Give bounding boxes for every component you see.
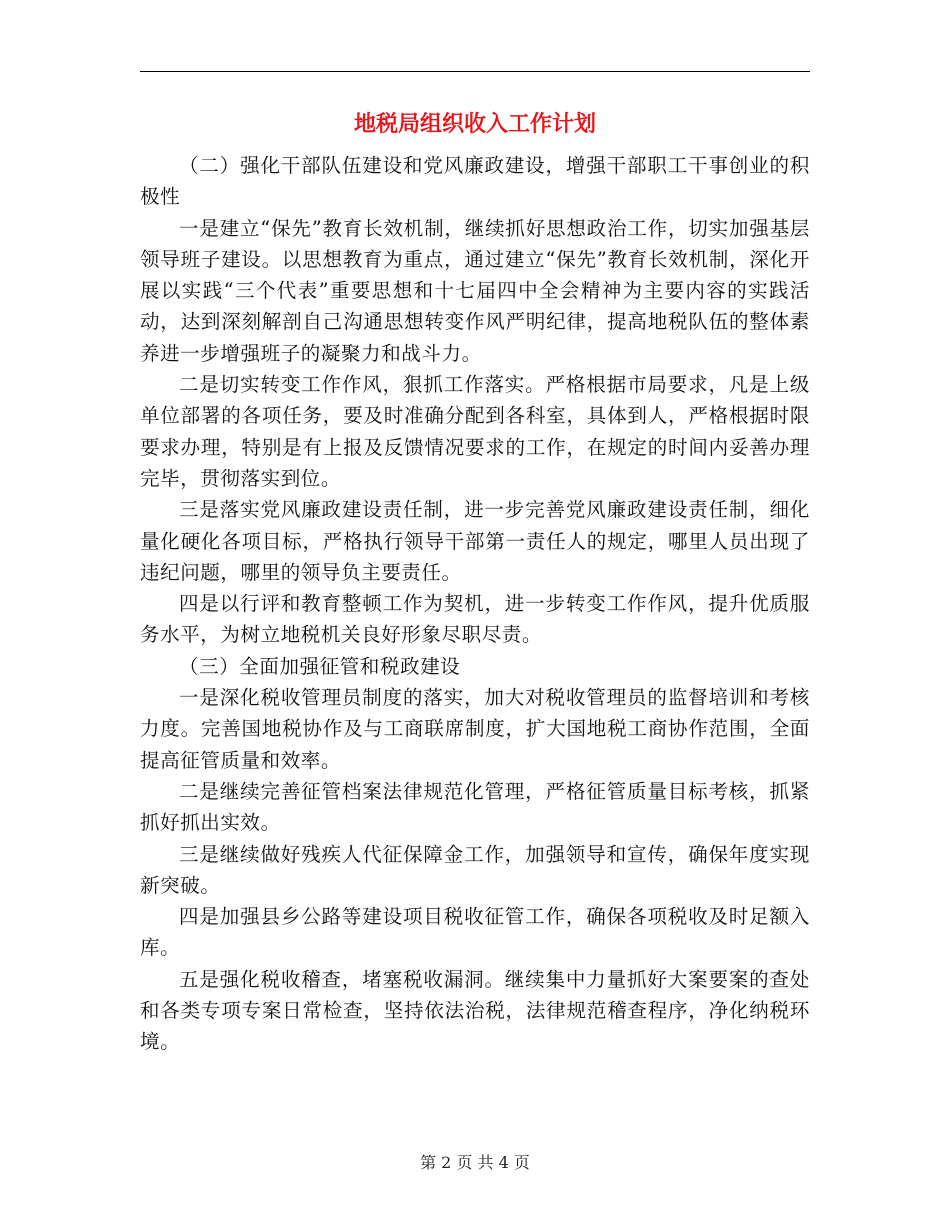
section-heading: （三）全面加强征管和税政建设 bbox=[179, 654, 461, 678]
paragraph: 五是强化税收稽查，堵塞税收漏洞。继续集中力量抓好大案要案的查处和各类专项专案日常检查，坚持依法治税，法律规范稽查程序，净化纳税环境。 bbox=[140, 967, 810, 1054]
header-rule bbox=[140, 71, 810, 72]
paragraph: 三是继续做好残疾人代征保障金工作，加强领导和宣传，确保年度实现新突破。 bbox=[140, 842, 810, 897]
section-heading: （二）强化干部队伍建设和党风廉政建设，增强干部职工干事创业的积极性 bbox=[140, 154, 810, 209]
paragraph: 一是深化税收管理员制度的落实，加大对税收管理员的监督培训和考核力度。完善国地税协作及与工商联席制度，扩大国地税工商协作范围，全面提高征管质量和效率。 bbox=[140, 686, 810, 772]
paragraph: 三是落实党风廉政建设责任制，进一步完善党风廉政建设责任制，细化量化硬化各项目标，严格执行领导干部第一责任人的规定，哪里人员出现了违纪问题，哪里的领导负主要责任。 bbox=[140, 498, 810, 584]
paragraph: 一是建立“保先”教育长效机制，继续抓好思想政治工作，切实加强基层领导班子建设。以思想教育为重点，通过建立“保先”教育长效机制，深化开展以实践“三个代表”重要思想和十七届四中全会精神为主要内容的实践活动，达到深刻解剖自己沟通思想转变作风严明纪律，提高地税队伍的整体素养进一步增强班子的凝聚力和战斗力。 bbox=[140, 216, 810, 365]
paragraph: 四是加强县乡公路等建设项目税收征管工作，确保各项税收及时足额入库。 bbox=[140, 905, 810, 960]
document-title: 地税局组织收入工作计划 bbox=[353, 112, 596, 137]
paragraph: 二是切实转变工作作风，狠抓工作落实。严格根据市局要求，凡是上级单位部署的各项任务，要及时准确分配到各科室，具体到人，严格根据时限要求办理，特别是有上报及反馈情况要求的工作，在规定的时间内妥善办理完毕，贯彻落实到位。 bbox=[140, 373, 810, 490]
page-footer: 第 2 页 共 4 页 bbox=[420, 1153, 530, 1172]
paragraph: 四是以行评和教育整顿工作为契机，进一步转变工作作风，提升优质服务水平，为树立地税机关良好形象尽职尽责。 bbox=[140, 592, 810, 647]
paragraph: 二是继续完善征管档案法律规范化管理，严格征管质量目标考核，抓紧抓好抓出实效。 bbox=[140, 779, 810, 835]
document-body bbox=[140, 150, 810, 1058]
